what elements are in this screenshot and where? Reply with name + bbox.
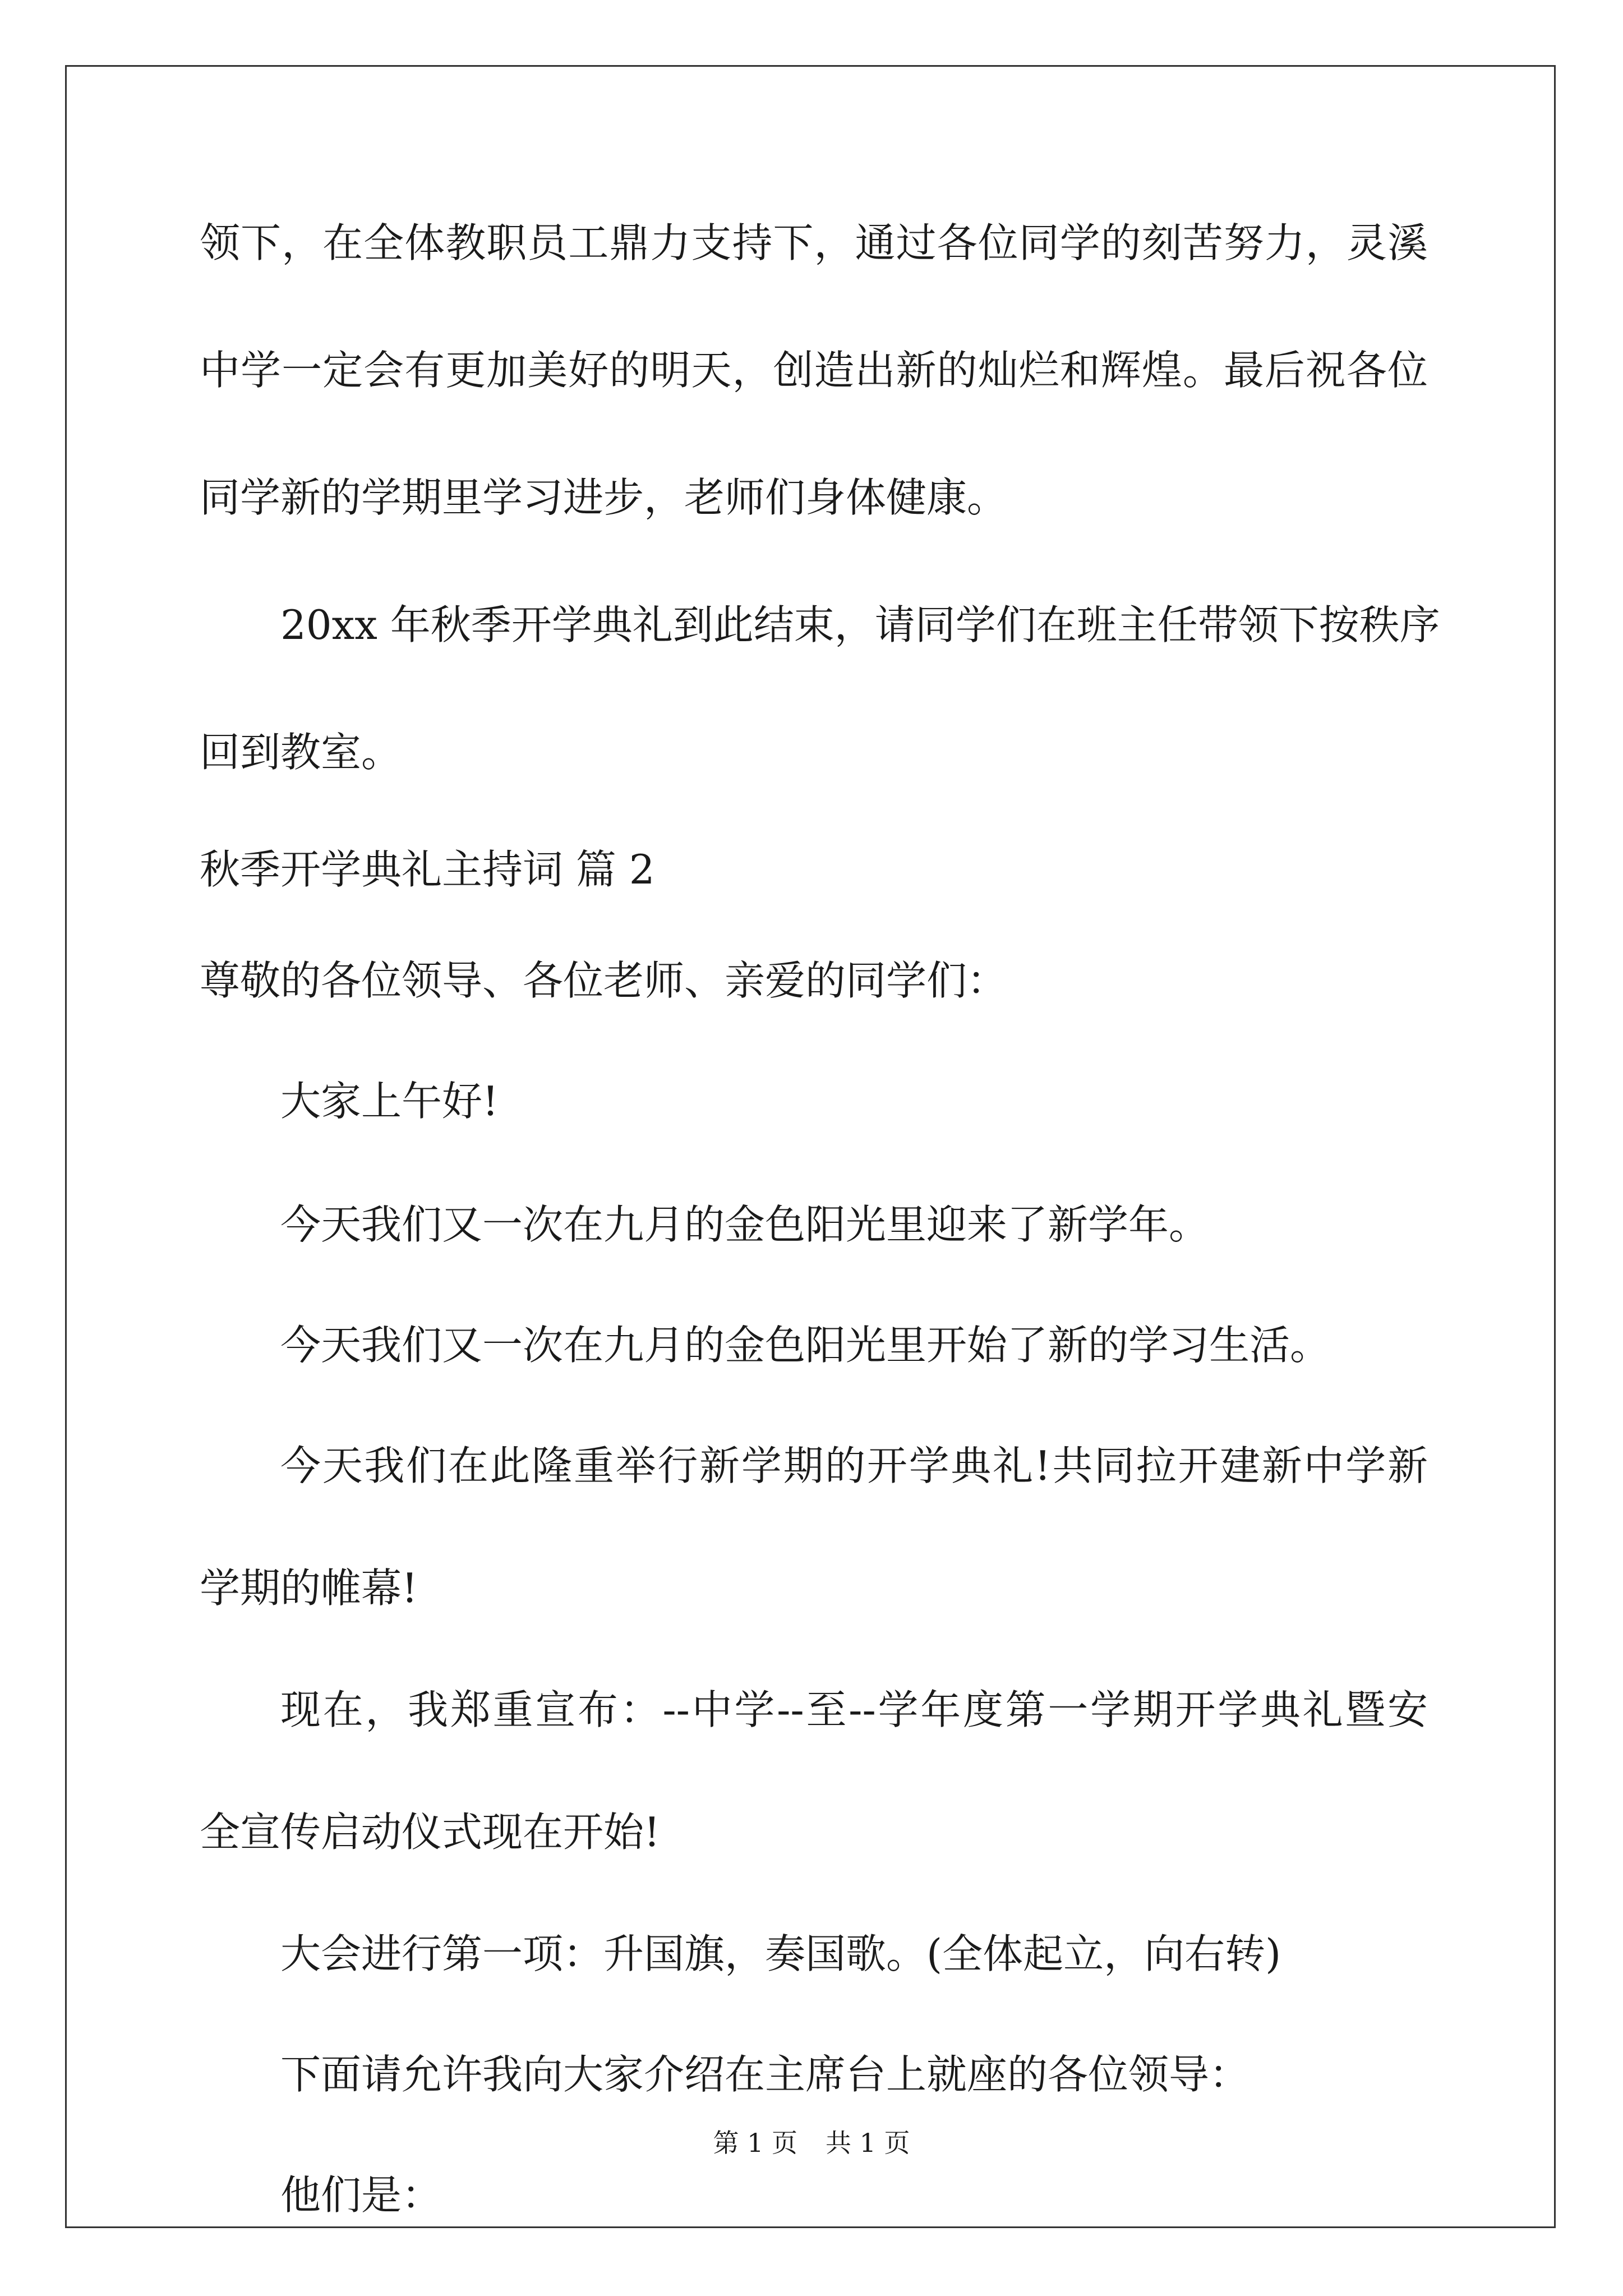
text-line-17: 他们是： [280,2171,442,2219]
page-footer [0,2126,1623,2160]
section-heading: 秋季开学典礼主持词 篇 2 [200,846,655,893]
text-line-8: 大家上午好! [280,1078,499,1125]
text-line-4: 20xx 年秋季开学典礼到此结束，请同学们在班主任带领下按秩序 [280,601,1440,648]
text-line-11: 今天我们在此隆重举行新学期的开学典礼!共同拉开建新中学新 [280,1442,1428,1489]
text-line-12: 学期的帷幕! [200,1565,418,1612]
salutation: 尊敬的各位领导、各位老师、亲爱的同学们： [200,957,1008,1004]
text-line-13: 现在，我郑重宣布：--中学--至--学年度第一学期开学典礼暨安 [280,1686,1428,1733]
text-line-3: 同学新的学期里学习进步，老师们身体健康。 [200,474,1008,521]
text-line-14: 全宣传启动仪式现在开始! [200,1809,660,1856]
text-line-9: 今天我们又一次在九月的金色阳光里迎来了新学年。 [280,1201,1210,1248]
text-line-1: 领下，在全体教职员工鼎力支持下，通过各位同学的刻苦努力，灵溪 [200,219,1428,266]
text-line-5: 回到教室。 [200,729,402,776]
page-total: 共 1 页 [826,2128,910,2158]
text-line-2: 中学一定会有更加美好的明天，创造出新的灿烂和辉煌。最后祝各位 [200,347,1428,394]
text-line-10: 今天我们又一次在九月的金色阳光里开始了新的学习生活。 [280,1322,1331,1369]
text-line-16: 下面请允许我向大家介绍在主席台上就座的各位领导： [280,2051,1250,2098]
page-number: 第 1 页 [713,2128,797,2158]
text-line-15: 大会进行第一项：升国旗，奏国歌。(全体起立，向右转) [280,1930,1281,1977]
